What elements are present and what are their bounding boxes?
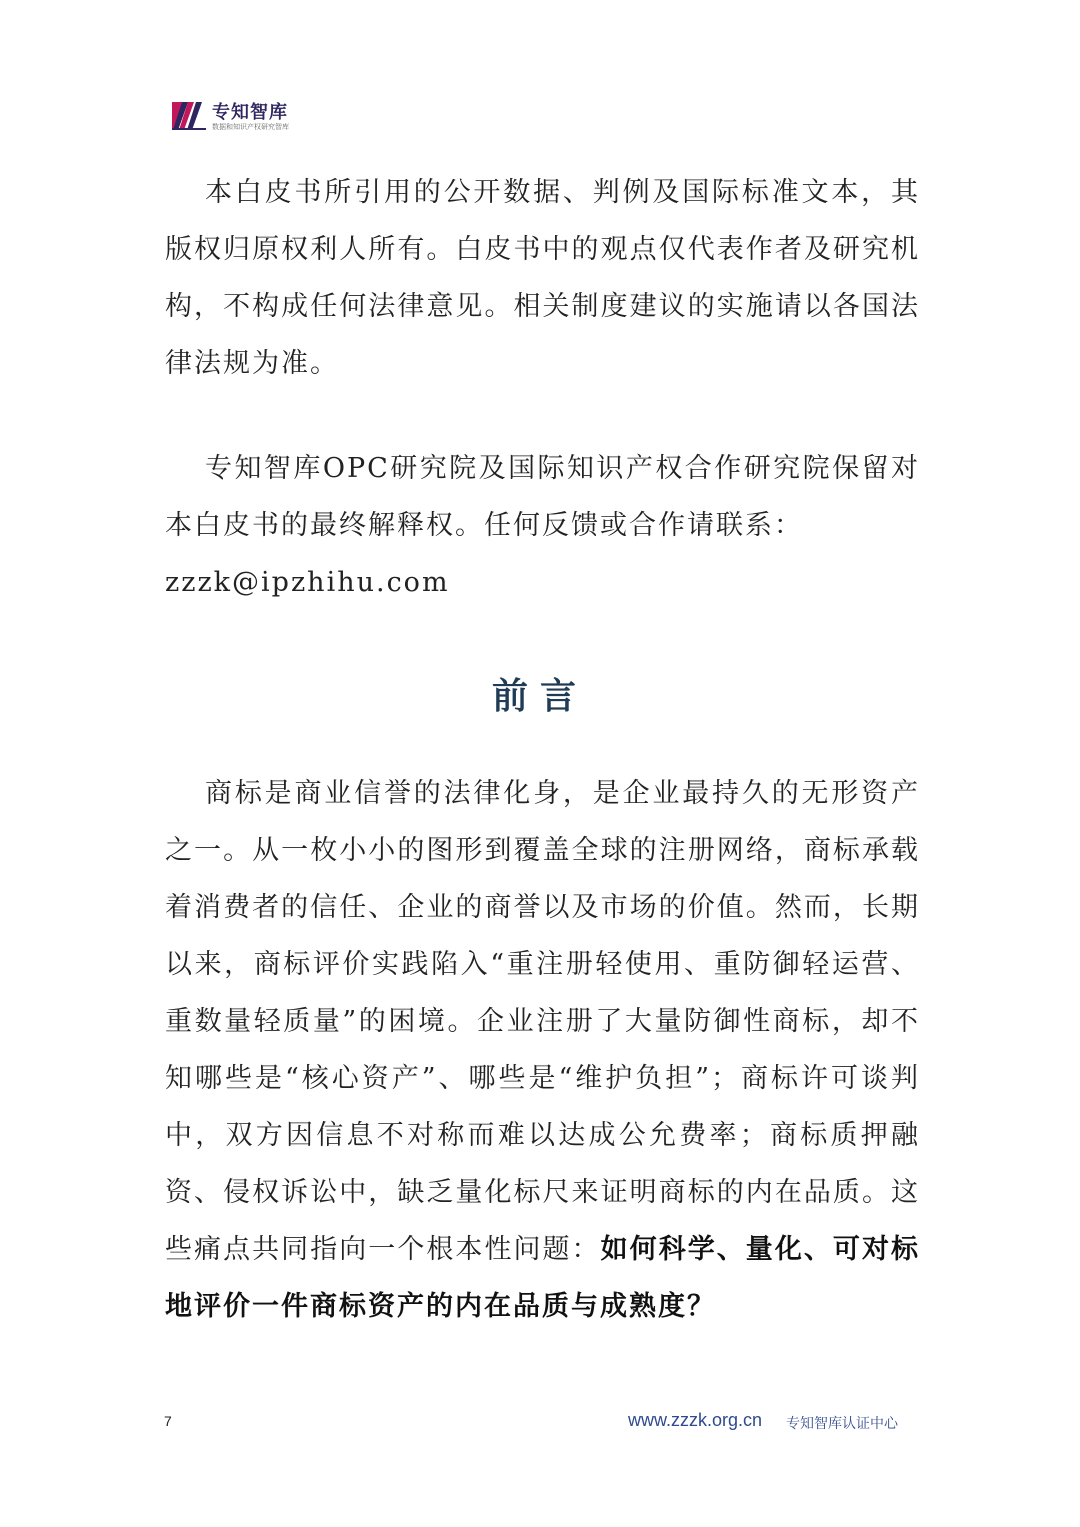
logo-title: 专知智库 [212,102,288,123]
copyright-paragraph: 本白皮书所引用的公开数据、判例及国际标准文本，其版权归原权利人所有。白皮书中的观点仅代表作者及研究机构，不构成任何法律意见。相关制度建议的实施请以各国法律法规为准。 [165,177,920,379]
interpretation-paragraph [165,440,920,611]
logo [172,96,412,136]
preface-key-question: 如何科学、量化、可对标地评价一件商标资产的内在品质与成熟度？ [165,1234,921,1322]
preface-paragraph [165,765,920,1335]
logo-mark-icon [172,100,206,132]
footer-url-link[interactable]: www.zzzk.org.cn [628,1410,763,1430]
page-number: 7 [164,1413,172,1429]
logo-subtitle: 数据和知识产权研究智库 [212,123,289,131]
section-title: 前言 [491,676,588,717]
interpretation-text: 专知智库OPC研究院及国际知识产权合作研究院保留对本白皮书的最终解释权。任何反馈或合作请联系： [165,453,920,541]
contact-email[interactable]: zzzk@ipzhihu.com [165,567,450,598]
footer-center-name: 专知智库认证中心 [786,1416,898,1432]
preface-text: 商标是商业信誉的法律化身，是企业最持久的无形资产之一。从一枚小小的图形到覆盖全球的注册网络，商标承载着消费者的信任、企业的商誉以及市场的价值。然而，长期以来，商标评价实践陷入“重注册轻使用、重防御轻运营、重数量轻质量”的困境。企业注册了大量防御性商标，却不知哪些是“核心资产”、哪些是“维护负担”；商标许可谈判中，双方因信息不对称而难以达成公允费率；商标质押融资、侵权诉讼中，缺乏量化标尺来证明商标的内在品质。这些痛点共同指向一个根本性问题： [165,778,920,1265]
